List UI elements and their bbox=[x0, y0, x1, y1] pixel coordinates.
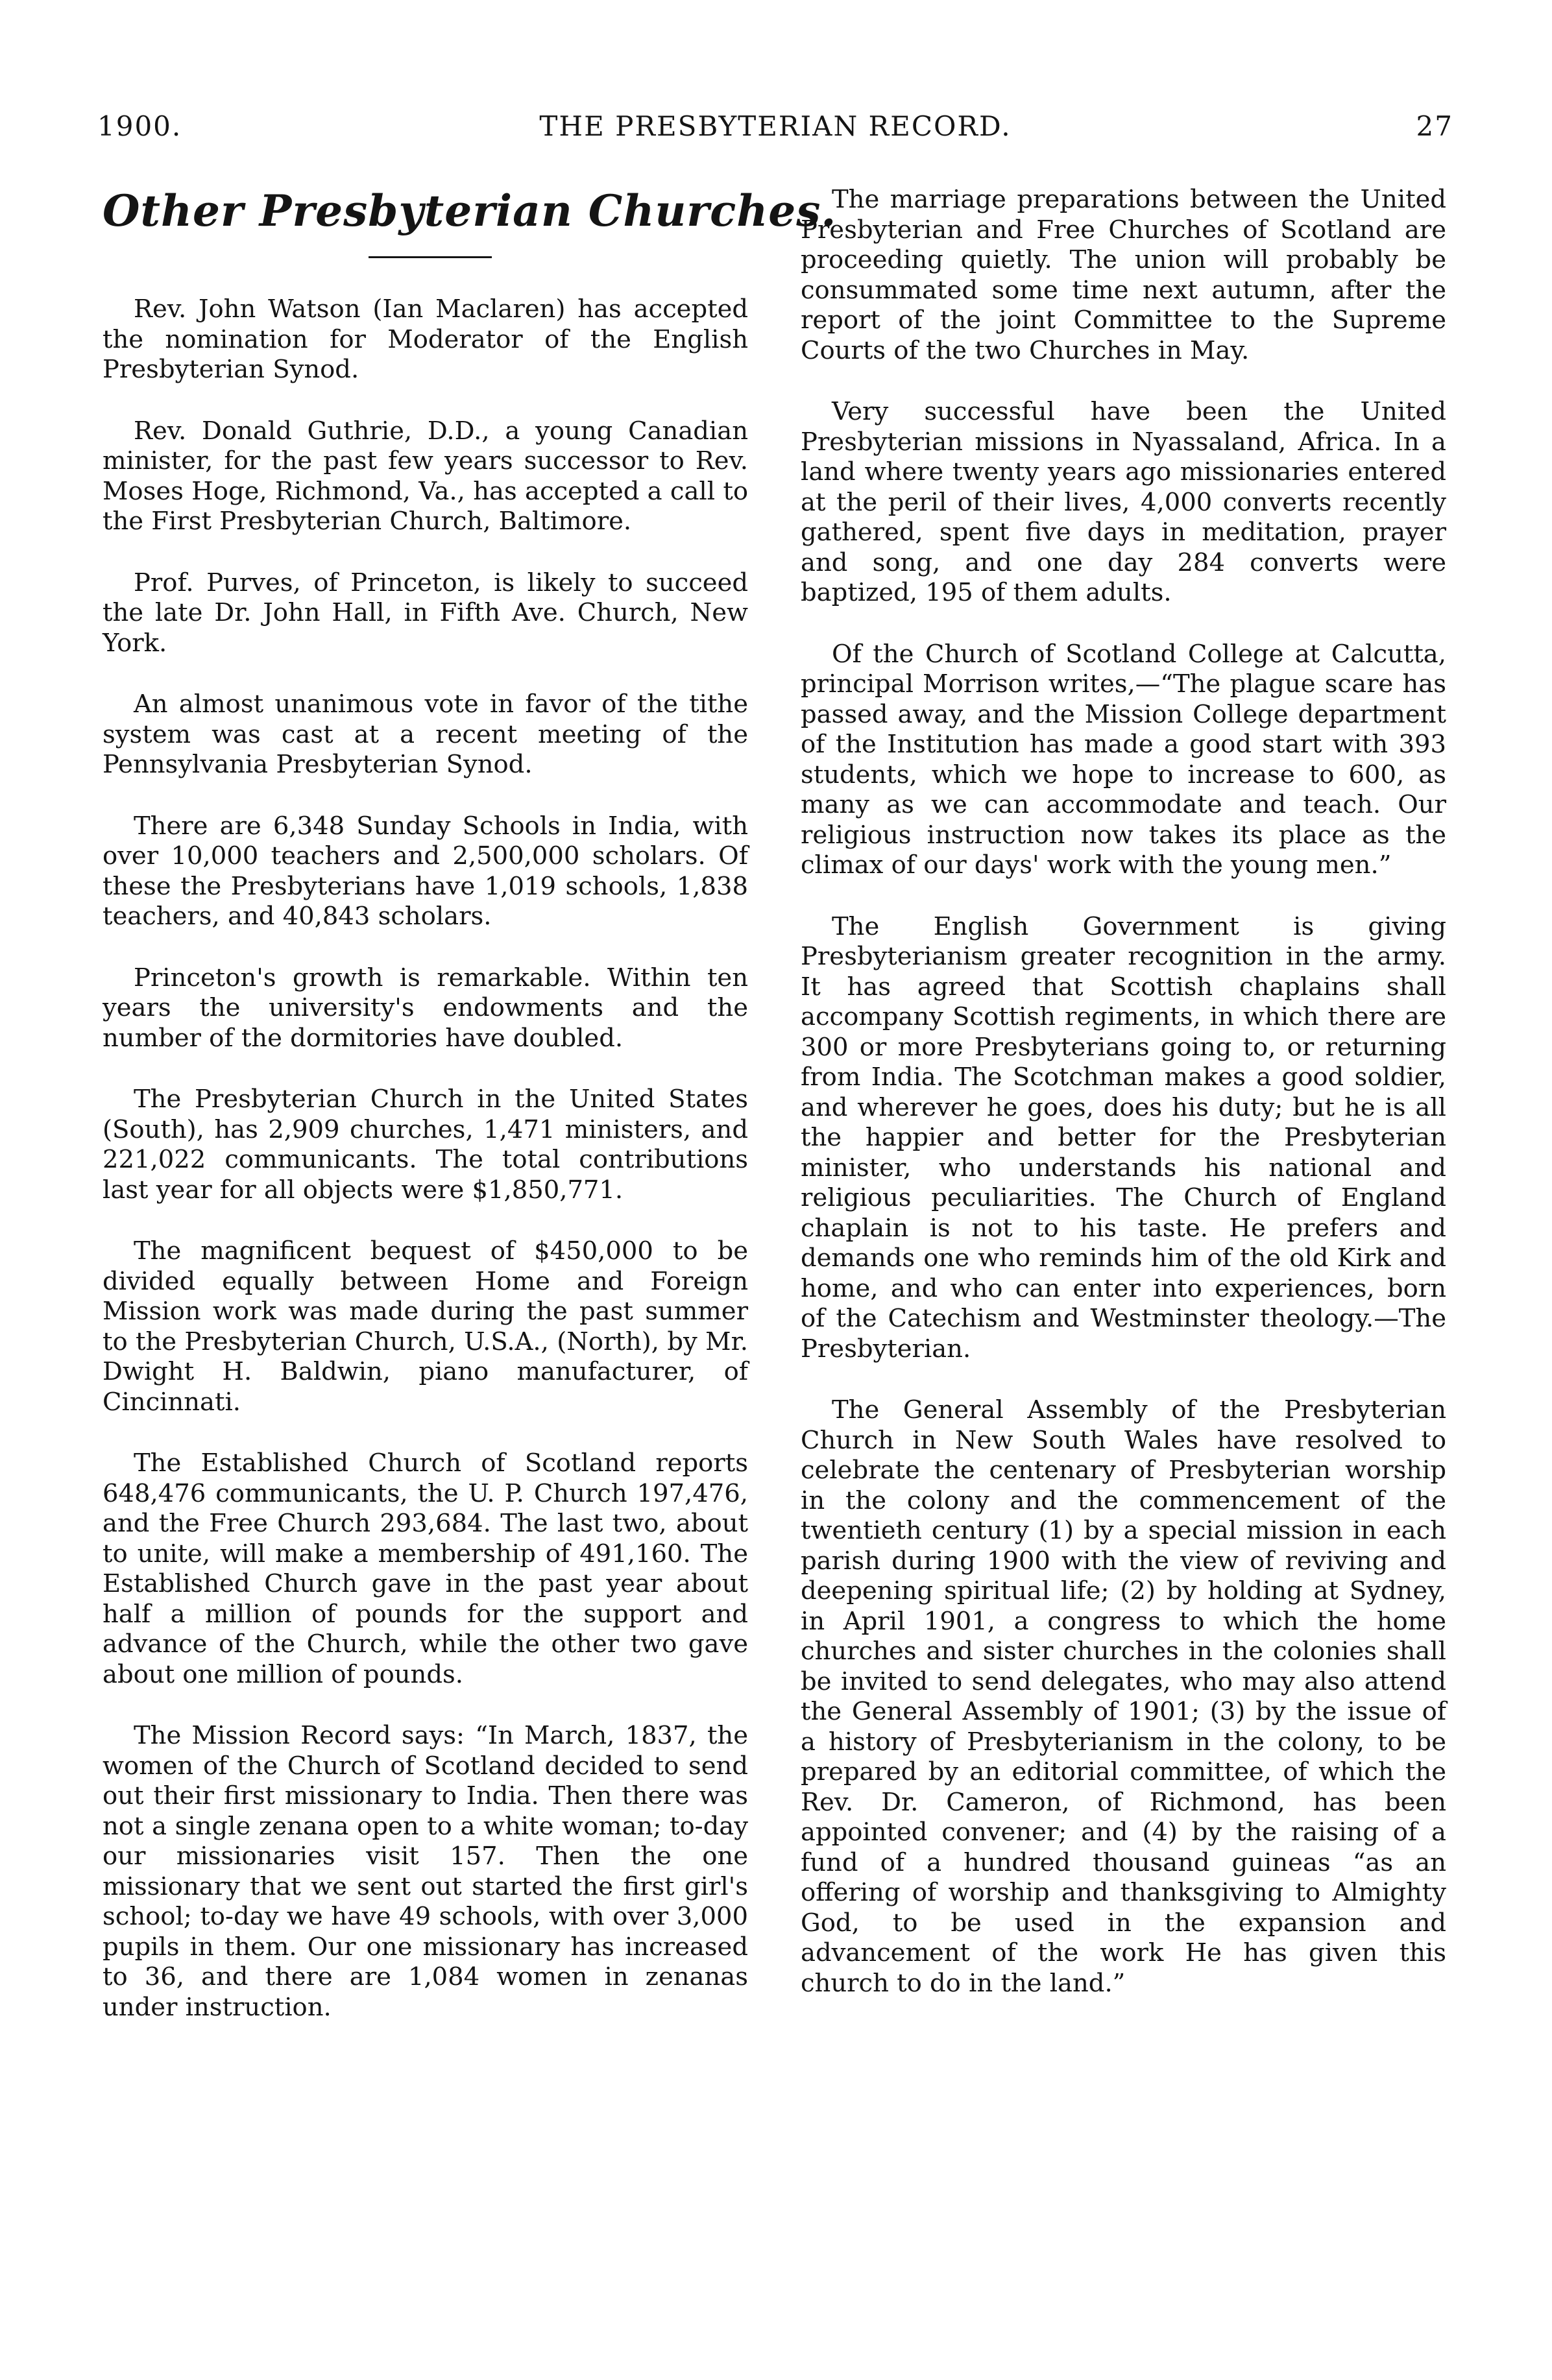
header-year: 1900. bbox=[97, 110, 182, 142]
section-title: Other Presbyterian Churches. bbox=[103, 186, 837, 236]
news-item: There are 6,348 Sunday Schools in India, with over 10,000 teachers and 2,500,000 scholars. Of these the Presbyterians have 1,019 schools, 1,838 teachers, and 40,843 scholars. bbox=[103, 811, 748, 931]
header-journal-title: THE PRESBYTERIAN RECORD. bbox=[539, 110, 1012, 142]
news-item: The marriage preparations between the United Presbyterian and Free Churches of Scotland are proceeding quietly. The union will probably be consummated some time next autumn, after the report of the joint Committee to the Supreme Courts of the two Churches in May. bbox=[801, 185, 1446, 365]
news-item: The Presbyterian Church in the United States (South), has 2,909 churches, 1,471 ministers, and 221,022 communicants. The total contributions last year for all objects were $1,850,771. bbox=[103, 1085, 748, 1205]
running-header bbox=[97, 110, 1453, 149]
news-item: The General Assembly of the Presbyterian Church in New South Wales have resolved to celebrate the centenary of Presbyterian worship in the colony and the commencement of the twentieth century (1) by a special mission in each parish during 1900 with the view of reviving and deepening spiritual life; (2) by holding at Sydney, in April 1901, a congress to which the home churches and sister churches in the colonies shall be invited to send delegates, who may also attend the General Assembly of 1901; (3) by the issue of a history of Presbyterianism in the colony, to be prepared by an editorial committee, of which the Rev. Dr. Cameron, of Richmond, has been appointed convener; and (4) by the raising of a fund of a hundred thousand guineas “as an offering of worship and thanksgiving to Almighty God, to be used in the expansion and advancement of the work He has given this church to do in the land.” bbox=[801, 1395, 1446, 1998]
news-item: Of the Church of Scotland College at Calcutta, principal Morrison writes,—“The plague scare has passed away, and the Mission College department of the Institution has made a good start with 393 students, which we hope to increase to 600, as many as we can accommodate and teach. Our religious instruction now takes its place as the climax of our days' work with the young men.” bbox=[801, 639, 1446, 880]
news-item: The English Government is giving Presbyterianism greater recognition in the army. It has agreed that Scottish chaplains shall accompany Scottish regiments, in which there are 300 or more Presbyterians going to, or returning from India. The Scotchman makes a good soldier, and wherever he goes, does his duty; but he is all the happier and better for the Presbyterian minister, who understands his national and religious peculiarities. The Church of England chaplain is not to his taste. He prefers and demands one who reminds him of the old Kirk and home, and who can enter into experiences, born of the Catechism and Westminster theology.—The Presbyterian. bbox=[801, 911, 1446, 1364]
right-column bbox=[801, 185, 1446, 2030]
news-item: The magnificent bequest of $450,000 to be divided equally between Home and Foreign Mission work was made during the past summer to the Presbyterian Church, U.S.A., (North), by Mr. Dwight H. Baldwin, piano manufacturer, of Cincinnati. bbox=[103, 1236, 748, 1417]
news-item: The Established Church of Scotland reports 648,476 communicants, the U. P. Church 197,476, and the Free Church 293,684. The last two, about to unite, will make a membership of 491,160. The Established Church gave in the past year about half a million of pounds for the support and advance of the Church, while the other two gave about one million of pounds. bbox=[103, 1448, 748, 1689]
left-column bbox=[103, 185, 837, 2054]
news-item: An almost unanimous vote in favor of the tithe system was cast at a recent meeting of the Pennsylvania Presbyterian Synod. bbox=[103, 690, 748, 779]
news-item: Very successful have been the United Presbyterian missions in Nyassaland, Africa. In a land where twenty years ago missionaries entered at the peril of their lives, 4,000 converts recently gathered, spent five days in meditation, prayer and song, and one day 284 converts were baptized, 195 of them adults. bbox=[801, 397, 1446, 607]
news-item: Rev. John Watson (Ian Maclaren) has accepted the nomination for Moderator of the English Presbyterian Synod. bbox=[103, 294, 748, 384]
news-item: Prof. Purves, of Princeton, is likely to succeed the late Dr. John Hall, in Fifth Ave. Church, New York. bbox=[103, 568, 748, 658]
title-rule-divider bbox=[369, 256, 492, 258]
news-item: The Mission Record says: “In March, 1837, the women of the Church of Scotland decided to send out their first missionary to India. Then there was not a single zenana open to a white woman; to-day our missionaries visit 157. Then the one missionary that we sent out started the first girl's school; to-day we have 49 schools, with over 3,000 pupils in them. Our one missionary has increased to 36, and there are 1,084 women in zenanas under instruction. bbox=[103, 1721, 748, 2022]
news-item: Princeton's growth is remarkable. Within ten years the university's endowments and the number of the dormitories have doubled. bbox=[103, 963, 748, 1053]
news-item: Rev. Donald Guthrie, D.D., a young Canadian minister, for the past few years successor to Rev. Moses Hoge, Richmond, Va., has accepted a call to the First Presbyterian Church, Baltimore. bbox=[103, 416, 748, 536]
header-page-number: 27 bbox=[1416, 110, 1453, 142]
